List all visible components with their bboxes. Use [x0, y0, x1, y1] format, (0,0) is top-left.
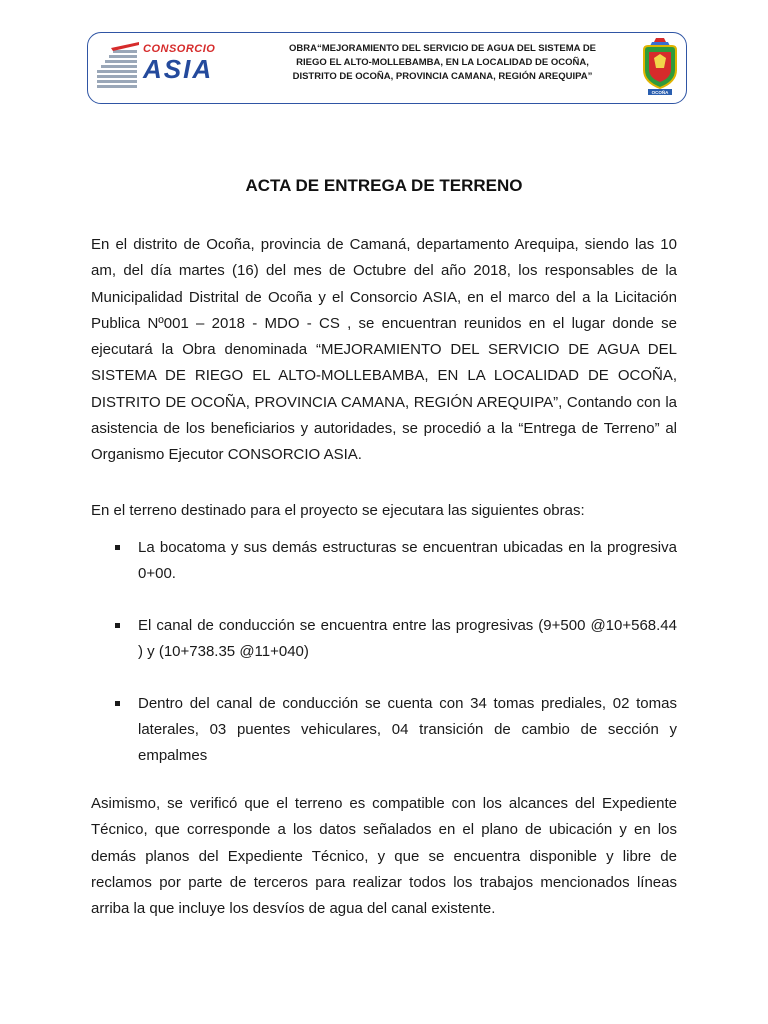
works-intro: En el terreno destinado para el proyecto se ejecutara las siguientes obras: — [91, 502, 585, 519]
list-item-text: Dentro del canal de conducción se cuenta con 34 tomas prediales, 02 tomas laterales, 03 puentes vehiculares, 04 transición de cambio de sección y empalmes — [138, 695, 677, 764]
crest-label: OCOÑA — [651, 90, 669, 95]
consorcio-asia-logo — [93, 40, 255, 92]
header-title-line: OBRA“MEJORAMIENTO DEL SERVICIO DE AGUA DEL SISTEMA DE — [288, 43, 597, 54]
document-title: ACTA DE ENTREGA DE TERRENO — [245, 176, 523, 195]
ocona-crest — [640, 36, 680, 98]
intro-paragraph: En el distrito de Ocoña, provincia de Camaná, departamento Arequipa, siendo las 10 am, del día martes (16) del mes de Octubre del año 2018, los responsables de la Municipalidad Distrital de Ocoña y el Consorcio ASIA, en el marco del a la Licitación Publica Nº001 – 2018 - MDO - CS , se encuentran reunidos en el lugar donde se ejecutará la Obra denominada “MEJORAMIENTO DEL SERVICIO DE AGUA DEL SISTEMA DE RIEGO EL ALTO-MOLLEBAMBA, EN LA LOCALIDAD DE OCOÑA, DISTRITO DE OCOÑA, PROVINCIA CAMANA, REGIÓN AREQUIPA”, Contando con la asistencia de los beneficiarios y autoridades, se procedió a la “Entrega de Terreno” al Organismo Ejecutor CONSORCIO ASIA. — [91, 236, 677, 464]
list-item — [91, 691, 677, 769]
list-item — [91, 535, 677, 587]
list-item-text: El canal de conducción se encuentra entre las progresivas (9+500 @10+568.44 ) y (10+738.35 @11+040) — [138, 617, 677, 660]
bullet-icon — [115, 623, 120, 628]
building-icon — [93, 40, 143, 92]
logo-brand-main: ASIA — [143, 54, 214, 84]
header-title-line: DISTRITO DE OCOÑA, PROVINCIA CAMANA, REGIÓN AREQUIPA” — [292, 71, 593, 82]
closing-paragraph: Asimismo, se verificó que el terreno es compatible con los alcances del Expediente Técnico, que corresponde a los datos señalados en el plano de ubicación y en los demás planos del Expediente Técnico, y que se encuentra disponible y libre de reclamos por parte de terceros para realizar todos los trabajos mencionados líneas arriba la que incluye los desvíos de agua del canal existente. — [91, 795, 677, 918]
bullet-icon — [115, 701, 120, 706]
list-item — [91, 613, 677, 665]
header-title — [270, 42, 615, 84]
works-list — [91, 535, 677, 769]
list-item-text: La bocatoma y sus demás estructuras se encuentran ubicadas en la progresiva 0+00. — [138, 539, 677, 582]
coat-of-arms-icon — [640, 36, 680, 98]
bullet-icon — [115, 545, 120, 550]
logo-brand-top: CONSORCIO — [143, 43, 216, 55]
header-title-line: RIEGO EL ALTO-MOLLEBAMBA, EN LA LOCALIDAD DE OCOÑA, — [296, 57, 589, 68]
